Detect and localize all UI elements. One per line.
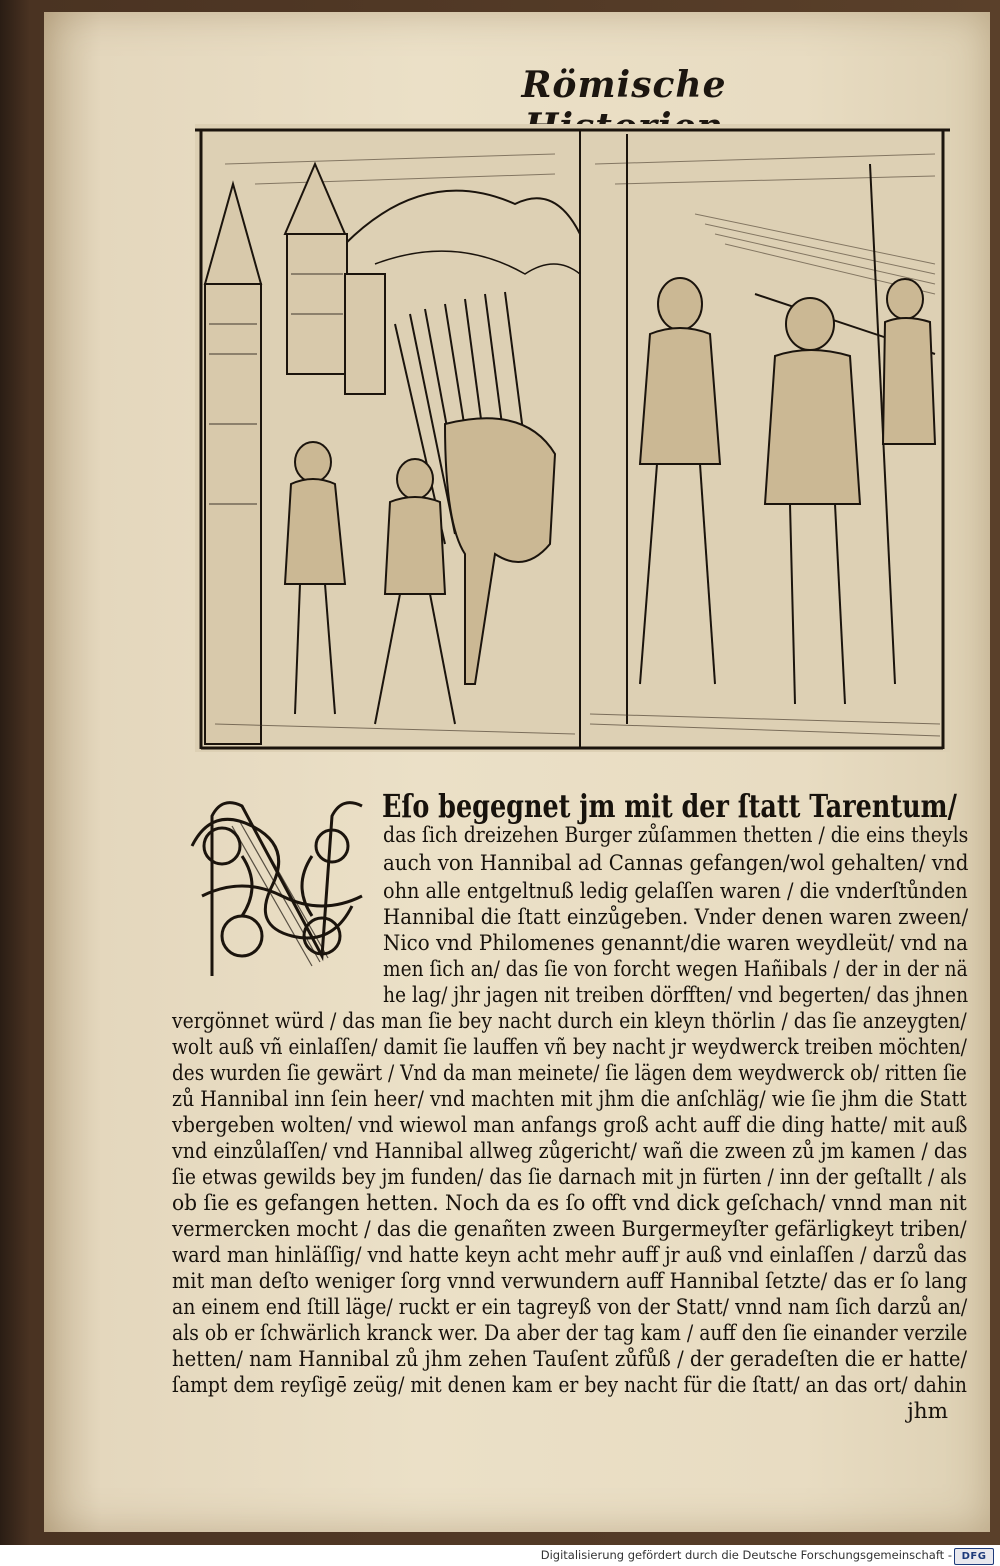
text-line-22: hetten/ nam Hannibal zů jhm zehen Tauſent zůfůß / der geradeſten die er hatte/: [172, 1347, 968, 1372]
text-line-11: des wurden ſie gewärt / Vnd da man meinete/ ſie lägen dem weydwerck ob/ ritten ſie: [172, 1061, 967, 1086]
woodcut-illustration: [195, 124, 950, 752]
catchword: jhm: [907, 1399, 948, 1424]
text-line-8: he lag/ jhr jagen nit treiben dörfften/ vnd begerten/ das jhnen: [383, 983, 969, 1008]
decorated-initial: [182, 786, 378, 994]
text-line-5: Hannibal die ſtatt einzůgeben. Vnder denen waren zween/: [383, 905, 969, 930]
footer-credit: Digitalisierung gefördert durch die Deutsche Forschungsgemeinschaft -: [540, 1548, 952, 1562]
text-line-2: das ſich dreizehen Burger zůſammen thetten / die eins theyls: [383, 823, 969, 848]
text-line-19: mit man deſto weniger ſorg vnnd verwundern auff Hannibal ſetzte/ das er ſo lang: [172, 1269, 968, 1294]
dfg-logo: DFG: [954, 1548, 994, 1565]
text-line-20: an einem end ſtill läge/ ruckt er ein tagreyß von der Statt/ vnnd nam ſich darzů an/: [172, 1295, 968, 1320]
text-line-6: Nico vnd Philomenes genannt/die waren weydleüt/ vnd na: [383, 931, 968, 956]
text-line-14: vnd einzůlaſſen/ vnd Hannibal allweg zůgericht/ wañ die zween zů jm kamen / das: [172, 1139, 968, 1164]
text-line-21: als ob er ſchwärlich kranck wer. Da aber der tag kam / auff den ſie einander verzile: [172, 1321, 968, 1346]
text-line-17: vermercken mocht / das die genañten zween Burgermeyſter gefärligkeyt triben/: [172, 1217, 967, 1242]
text-line-23: ſampt dem reyſigē zeüg/ mit denen kam er bey nacht für die ſtatt/ an das ort/ dahin: [172, 1373, 967, 1398]
text-line-18: ward man hinläſſig/ vnd hatte keyn acht mehr auff jr auß vnd einlaſſen / darzů das: [172, 1243, 967, 1268]
text-line-1: Eſo begegnet jm mit der ſtatt Tarentum/: [382, 787, 957, 825]
text-line-3: auch von Hannibal ad Cannas gefangen/wol gehalten/ vnd: [383, 851, 969, 876]
text-line-12: zů Hannibal inn ſein heer/ vnd machten mit jhm die anſchläg/ wie ſie jhm die Statt: [172, 1087, 967, 1112]
text-line-4: ohn alle entgeltnuß ledig gelaſſen waren / die vnderſtůnden: [383, 879, 968, 904]
running-head: Römische: [521, 64, 727, 106]
text-line-13: vbergeben wolten/ vnd wiewol man anfangs groß acht auff die ding hatte/ mit auß: [172, 1113, 968, 1138]
text-line-16: ob ſie es gefangen hetten. Noch da es ſo offt vnd dick geſchach/ vnnd man nit: [172, 1191, 967, 1216]
text-line-7: men ſich an/ das ſie von forcht wegen Hañibals / der in der nä: [383, 957, 968, 982]
text-line-15: ſie etwas gewilds bey jm funden/ das ſie darnach mit jn fürten / inn der geſtallt / als: [172, 1165, 967, 1190]
digitization-footer: [0, 1545, 1000, 1566]
text-line-10: wolt auß vñ einlaſſen/ damit ſie lauffen vñ bey nacht jr weydwerck treiben möchten/: [172, 1035, 967, 1060]
text-line-9: vergönnet würd / das man ſie bey nacht durch ein kleyn thörlin / das ſie anzeygten/: [172, 1009, 967, 1034]
